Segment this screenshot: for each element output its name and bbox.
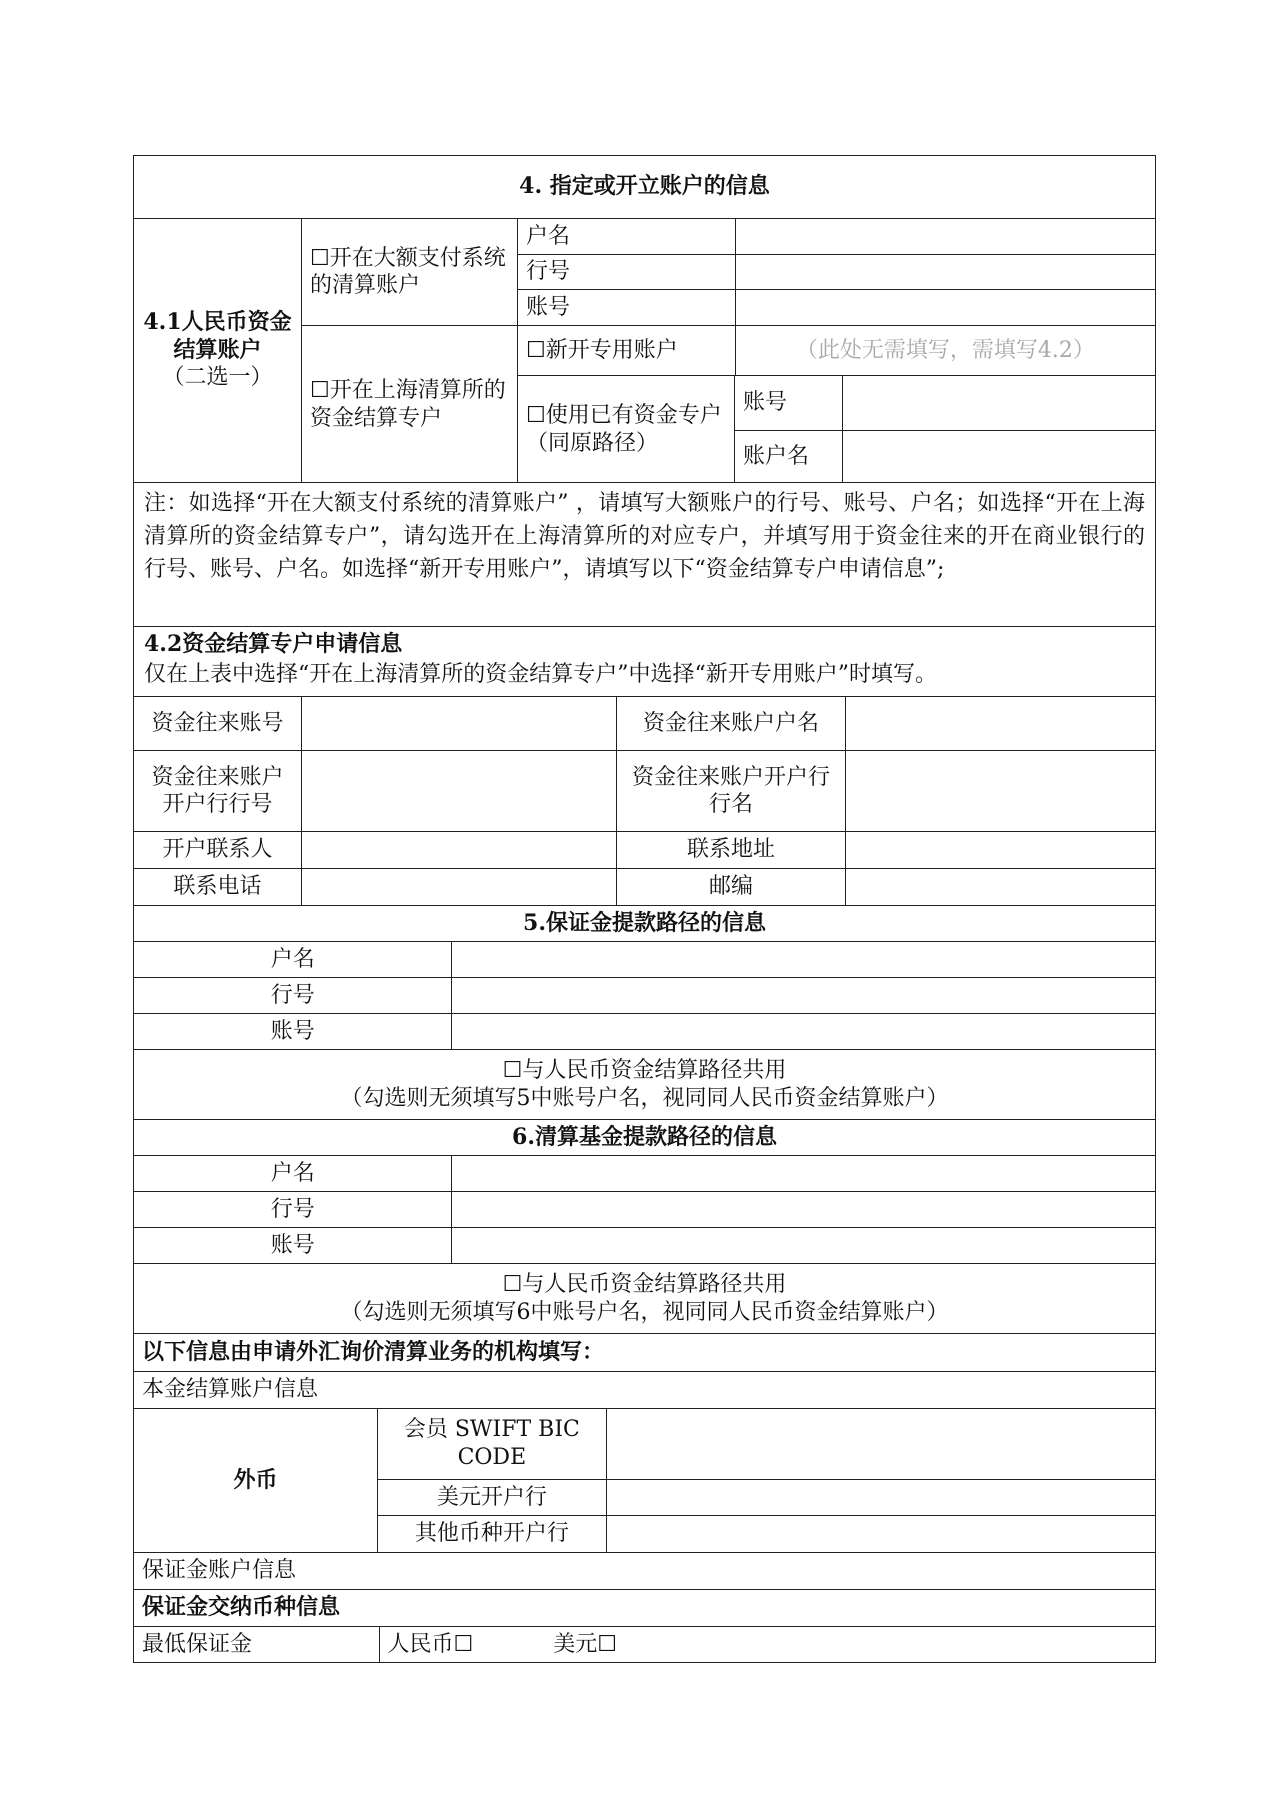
contact-phone-input[interactable] xyxy=(301,869,616,905)
large-zhang-hao-label: 账号 xyxy=(526,294,571,320)
swift-bic-input[interactable] xyxy=(606,1409,1155,1479)
fund-account-name-input[interactable] xyxy=(845,697,1155,750)
large-hang-hao-input[interactable] xyxy=(735,255,1155,289)
section5-title: 5.保证金提款路径的信息 xyxy=(523,909,766,936)
margin-currency-options xyxy=(379,1627,1155,1662)
s6-hang-hao-input[interactable] xyxy=(451,1192,1155,1227)
s6-share-checkbox[interactable]: ☐与人民币资金结算路径共用 xyxy=(502,1272,787,1297)
min-margin-label: 最低保证金 xyxy=(142,1631,253,1657)
s6-zhang-hao-input[interactable] xyxy=(451,1228,1155,1263)
fund-account-no-input[interactable] xyxy=(301,697,616,750)
large-hu-ming-label: 户名 xyxy=(526,223,571,249)
postcode-label: 邮编 xyxy=(616,869,845,905)
s5-zhang-hao-input[interactable] xyxy=(451,1014,1155,1049)
fund-bank-no-input[interactable] xyxy=(301,751,616,831)
large-hu-ming-input[interactable] xyxy=(735,219,1155,254)
contact-address-input[interactable] xyxy=(845,832,1155,868)
fund-bank-no-label: 资金往来账户开户行行号 xyxy=(151,764,284,817)
fund-bank-name-input[interactable] xyxy=(845,751,1155,831)
other-bank-label: 其他币种开户行 xyxy=(414,1521,569,1547)
large-zhang-hao-input[interactable] xyxy=(735,290,1155,325)
s6-hu-ming-label: 户名 xyxy=(270,1160,315,1186)
existing-account-name-label: 账户名 xyxy=(743,444,810,469)
section42-subtitle: 仅在上表中选择“开在上海清算所的资金结算专户”中选择“新开专用账户”时填写。 xyxy=(144,661,937,687)
s5-share-cell xyxy=(134,1050,1155,1119)
s5-zhang-hao-label: 账号 xyxy=(270,1018,315,1044)
s6-hang-hao-label: 行号 xyxy=(270,1196,315,1222)
new-account-checkbox[interactable]: ☐新开专用账户 xyxy=(526,337,678,363)
s5-hang-hao-input[interactable] xyxy=(451,978,1155,1013)
usd-option-checkbox[interactable]: 美元☐ xyxy=(553,1631,617,1657)
other-bank-input[interactable] xyxy=(606,1516,1155,1552)
rmb-option-checkbox[interactable]: 人民币☐ xyxy=(387,1631,474,1657)
swift-bic-label: 会员 SWIFT BIC CODE xyxy=(403,1417,580,1470)
contact-person-label: 开户联系人 xyxy=(162,837,273,863)
s6-zhang-hao-label: 账号 xyxy=(270,1232,315,1258)
usd-bank-input[interactable] xyxy=(606,1480,1155,1516)
contact-phone-label: 联系电话 xyxy=(173,874,262,900)
s5-hu-ming-input[interactable] xyxy=(451,942,1155,977)
fund-account-no-label: 资金往来账号 xyxy=(151,710,284,736)
s5-share-note: （勾选则无须填写5中账号户名，视同同人民币资金结算账户） xyxy=(340,1085,949,1111)
fund-bank-name-label: 资金往来账户开户行行名 xyxy=(616,751,845,831)
opt-shanghai-checkbox[interactable]: ☐开在上海清算所的资金结算专户 xyxy=(310,378,506,431)
margin-currency-info: 保证金交纳币种信息 xyxy=(142,1594,341,1621)
margin-account-info: 保证金账户信息 xyxy=(142,1558,297,1584)
new-account-hint: （此处无需填写，需填写4.2） xyxy=(735,326,1155,375)
fund-account-name-label: 资金往来账户户名 xyxy=(616,697,845,750)
foreign-currency-label: 外币 xyxy=(233,1466,278,1493)
fx-heading: 以下信息由申请外汇询价清算业务的机构填写： xyxy=(142,1338,605,1365)
rmb-account-label: 4.1人民币资金结算账户 xyxy=(143,309,292,363)
account-info-form xyxy=(133,155,1156,1663)
s6-share-note: （勾选则无须填写6中账号户名，视同同人民币资金结算账户） xyxy=(340,1299,949,1325)
usd-bank-label: 美元开户行 xyxy=(436,1484,547,1510)
s5-hang-hao-label: 行号 xyxy=(270,982,315,1008)
principal-account-info: 本金结算账户信息 xyxy=(142,1377,319,1403)
contact-address-label: 联系地址 xyxy=(616,832,845,868)
section6-title: 6.清算基金提款路径的信息 xyxy=(512,1123,777,1150)
section42-header xyxy=(134,627,1155,696)
existing-account-name-input[interactable] xyxy=(842,431,1155,484)
section4-title: 4. 指定或开立账户的信息 xyxy=(519,173,770,200)
existing-account-no-input[interactable] xyxy=(842,376,1155,430)
rmb-account-label-cell xyxy=(134,219,301,482)
contact-person-input[interactable] xyxy=(301,832,616,868)
s6-share-cell xyxy=(134,1264,1155,1333)
rmb-account-sub: （二选一） xyxy=(162,365,273,391)
existing-account-no-label: 账号 xyxy=(743,390,788,415)
postcode-input[interactable] xyxy=(845,869,1155,905)
section4-note: 注：如选择“开在大额支付系统的清算账户” ，请填写大额账户的行号、账号、户名；如选择“开在上海清算所的资金结算专户”，请勾选开在上海清算所的对应专户，并填写用于资金往来的开在商业银行的行号、账号、户名。如选择“新开专用账户”，请填写以下“资金结算专户申请信息”; xyxy=(144,491,1145,582)
s5-hu-ming-label: 户名 xyxy=(270,946,315,972)
large-hang-hao-label: 行号 xyxy=(526,259,571,285)
s6-hu-ming-input[interactable] xyxy=(451,1156,1155,1191)
opt-large-value-checkbox[interactable]: ☐开在大额支付系统的清算账户 xyxy=(310,245,506,298)
s5-share-checkbox[interactable]: ☐与人民币资金结算路径共用 xyxy=(502,1058,787,1083)
section42-title: 4.2资金结算专户申请信息 xyxy=(144,631,403,657)
use-existing-checkbox[interactable]: ☐使用已有资金专户（同原路径） xyxy=(526,403,722,456)
